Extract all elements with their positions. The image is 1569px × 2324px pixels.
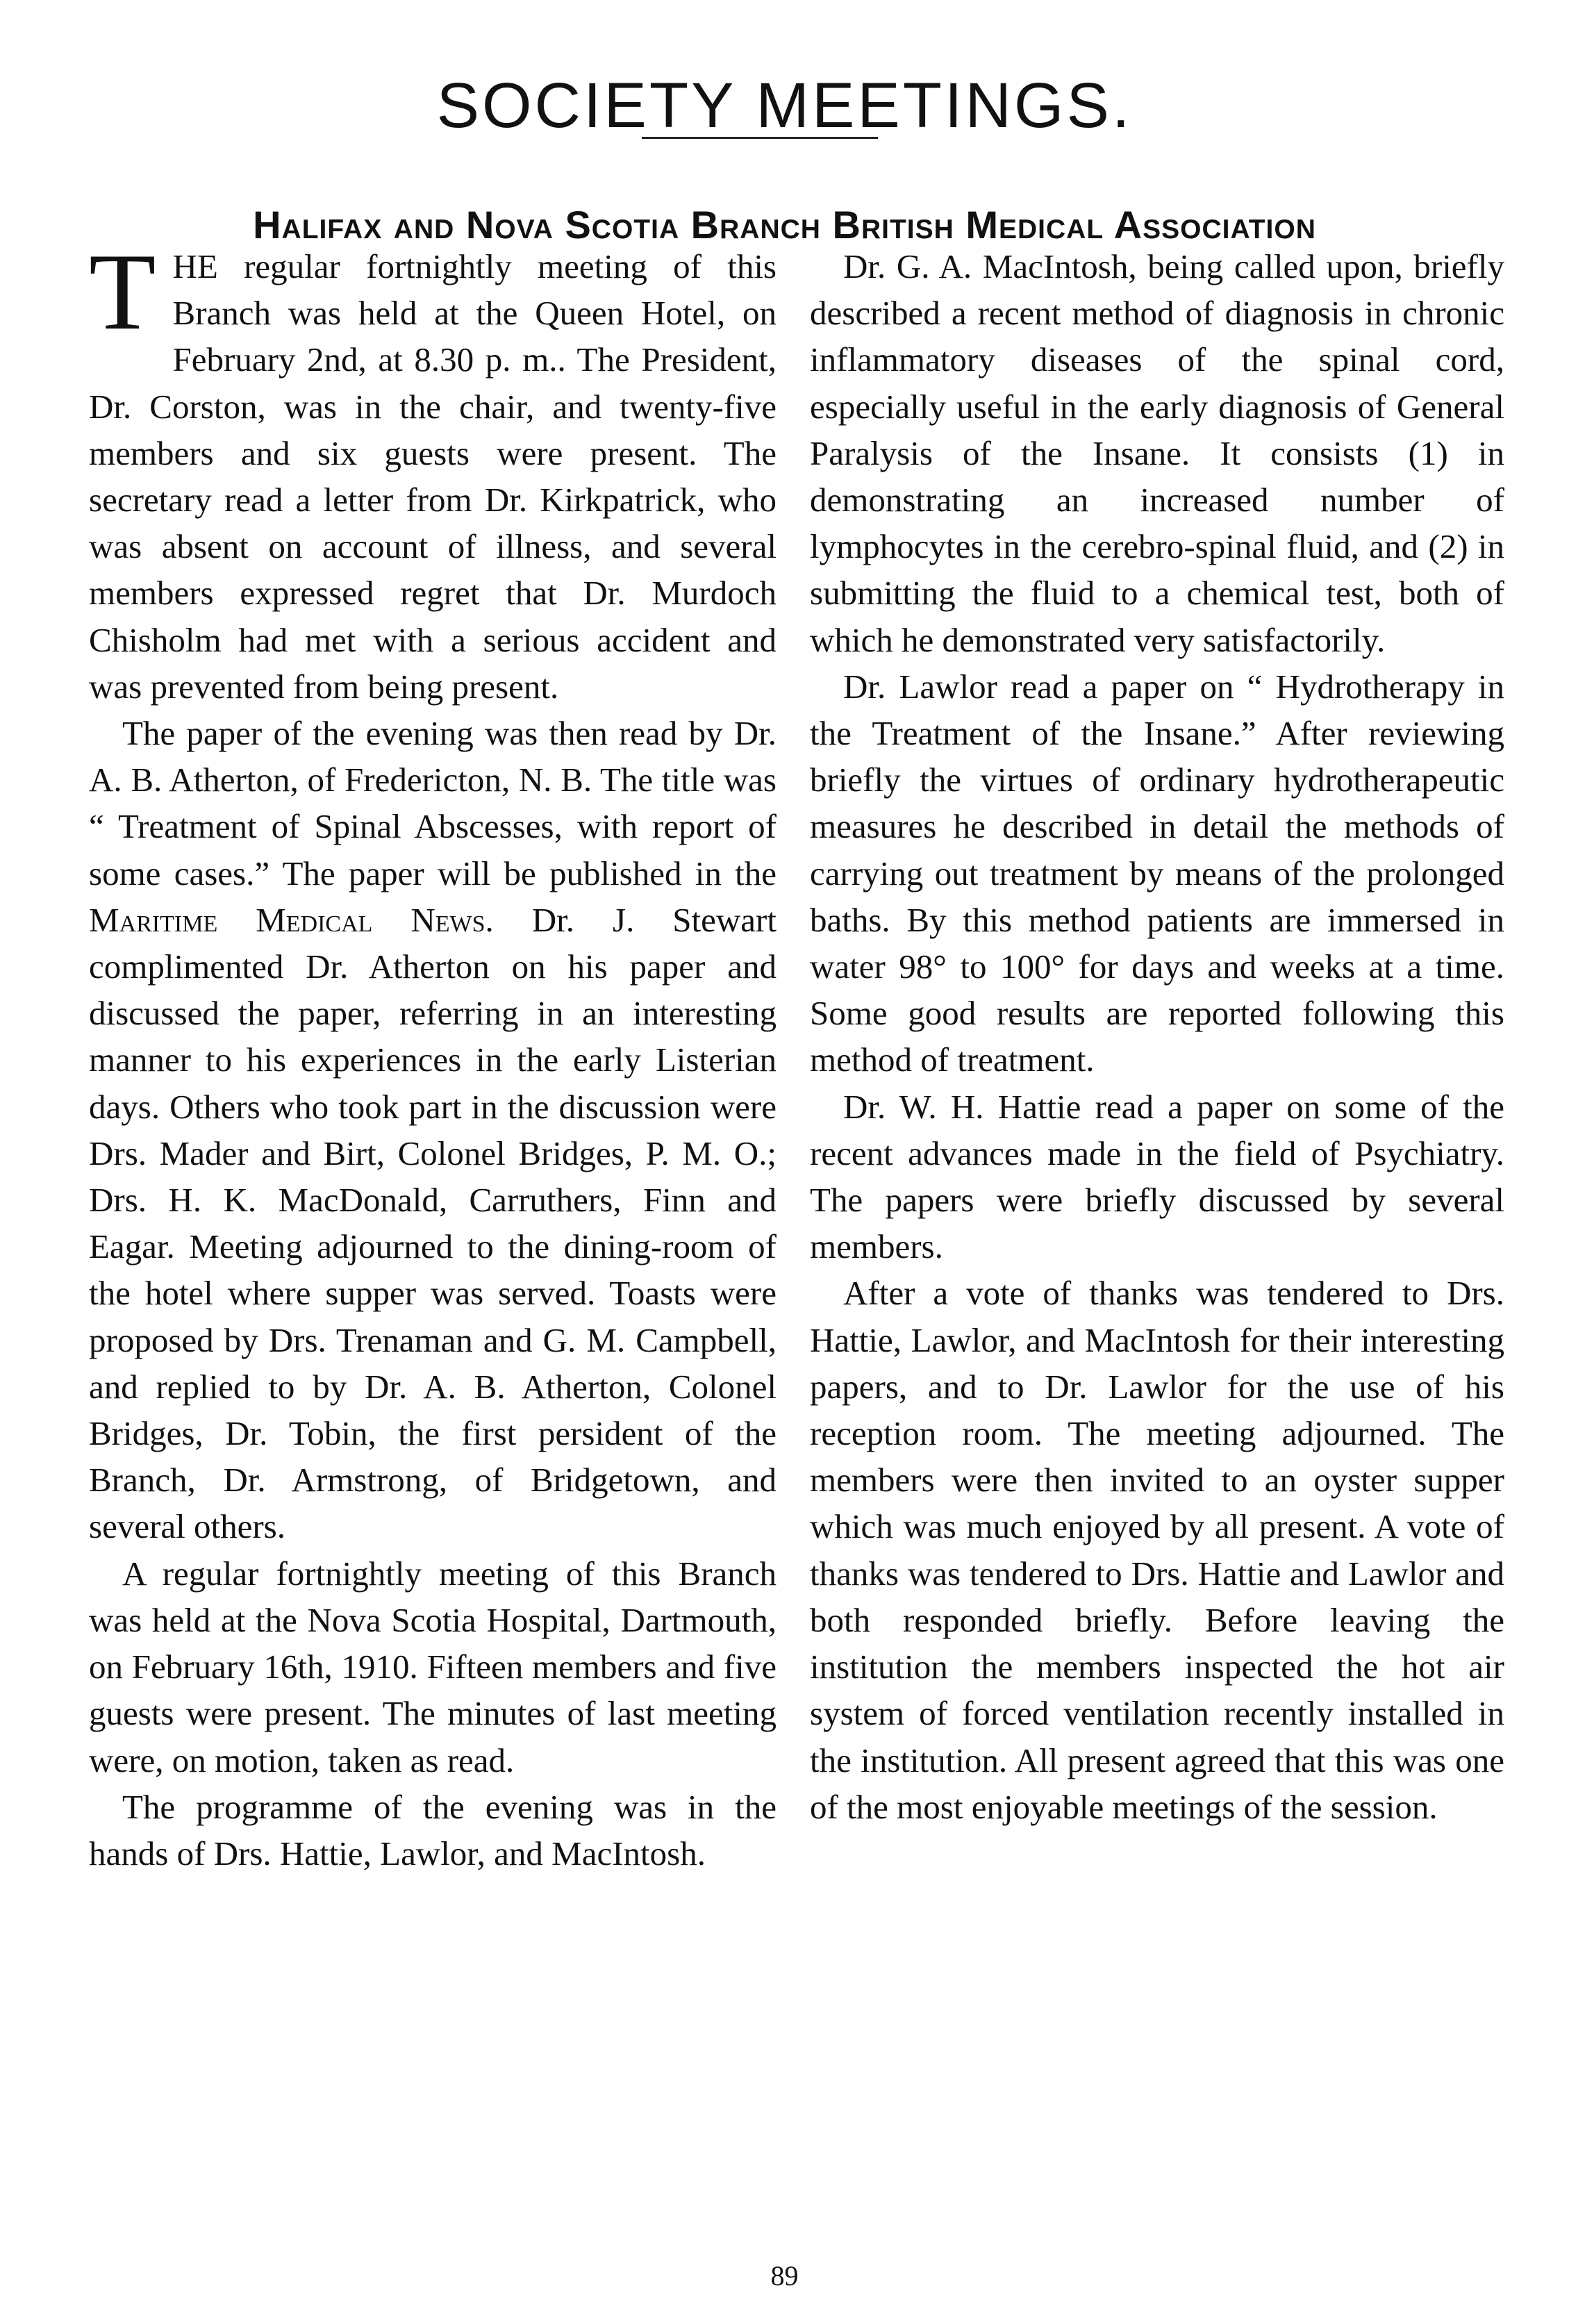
paragraph: Dr. W. H. Hattie read a paper on some of the recent advances made in the field of Psychiatry. The papers were briefly discussed by several members. — [810, 1087, 1504, 1266]
page-title: SOCIETY MEETINGS. — [436, 69, 1133, 141]
page-number: 89 — [770, 2260, 799, 2291]
paragraph — [89, 710, 777, 1550]
drop-cap: T — [89, 231, 156, 353]
title-rule — [642, 137, 878, 139]
paragraph — [89, 231, 777, 710]
paragraph: Dr. G. A. MacIntosh, being called upon, briefly described a recent method of diagnosis in chronic inflammatory diseases of the spinal cord, especially useful in the early diagnosis of General Paralysis of the Insane. It consists (1) in demonstrating an increased number of lymphocytes in the cerebro-spinal fluid, and (2) in submitting the fluid to a chemical test, both of which he demonstrated very satisfactorily. — [810, 247, 1504, 659]
paragraph: A regular fortnightly meeting of this Branch was held at the Nova Scotia Hospital, Dartmouth, on February 16th, 1910. Fifteen members and five guests were present. The minutes of last meeting were, on motion, taken as read. — [89, 1554, 777, 1779]
paragraph-text: HE regular fortnightly meeting of this Branch was held at the Queen Hotel, on February 2nd, at 8.30 p. m.. The President, Dr. Corston, was in the chair, and twenty-five members and six guests were present. The secretary read a letter from Dr. Kirkpatrick, who was absent on account of illness, and several members expressed regret that Dr. Murdoch Chisholm had met with a serious accident and was prevented from being present. — [89, 247, 777, 706]
left-column — [89, 231, 777, 1877]
paragraph: Dr. Lawlor read a paper on “ Hydrotherapy in the Treatment of the Insane.” After reviewing briefly the virtues of ordinary hydrotherapeutic measures he described in detail the methods of carrying out treatment by means of the prolonged baths. By this method patients are immersed in water 98° to 100° for days and weeks at a time. Some good results are reported following this method of treatment. — [810, 667, 1504, 1079]
paragraph-text: The paper of the evening was then read by Dr. A. B. Atherton, of Fredericton, N. B. The title was “ Treatment of Spinal Abscesses, with report of some cases.” The paper will be published in the — [89, 714, 777, 893]
paragraph: The programme of the evening was in the hands of Drs. Hattie, Lawlor, and MacIntosh. — [89, 1787, 777, 1873]
paragraph: After a vote of thanks was tendered to Drs. Hattie, Lawlor, and MacIntosh for their interesting papers, and to Dr. Lawlor for the use of his reception room. The meeting adjourned. The members were then invited to an oyster supper which was much enjoyed by all present. A vote of thanks was tendered to Drs. Hattie and Lawlor and both responded briefly. Before leaving the institution the members inspected the hot air system of forced ventilation recently installed in the institution. All present agreed that this was one of the most enjoyable meetings of the session. — [810, 1274, 1504, 1826]
journal-name: Maritime Medical News — [89, 900, 485, 939]
paragraph-text: . Dr. J. Stewart complimented Dr. Atherton on his paper and discussed the paper, referring in an interesting manner to his experiences in the early Listerian days. Others who took part in the discussion were Drs. Mader and Birt, Colonel Bridges, P. M. O.; Drs. H. K. MacDonald, Carruthers, Finn and Eagar. Meeting adjourned to the dining-room of the hotel where supper was served. Toasts were proposed by Drs. Trenaman and G. M. Campbell, and replied to by Dr. A. B. Atherton, Colonel Bridges, Dr. Tobin, the first persident of the Branch, Dr. Armstrong, of Bridgetown, and several others. — [89, 900, 777, 1546]
right-column — [810, 243, 1504, 1830]
section-heading: Halifax and Nova Scotia Branch British Medical Association — [253, 203, 1316, 247]
